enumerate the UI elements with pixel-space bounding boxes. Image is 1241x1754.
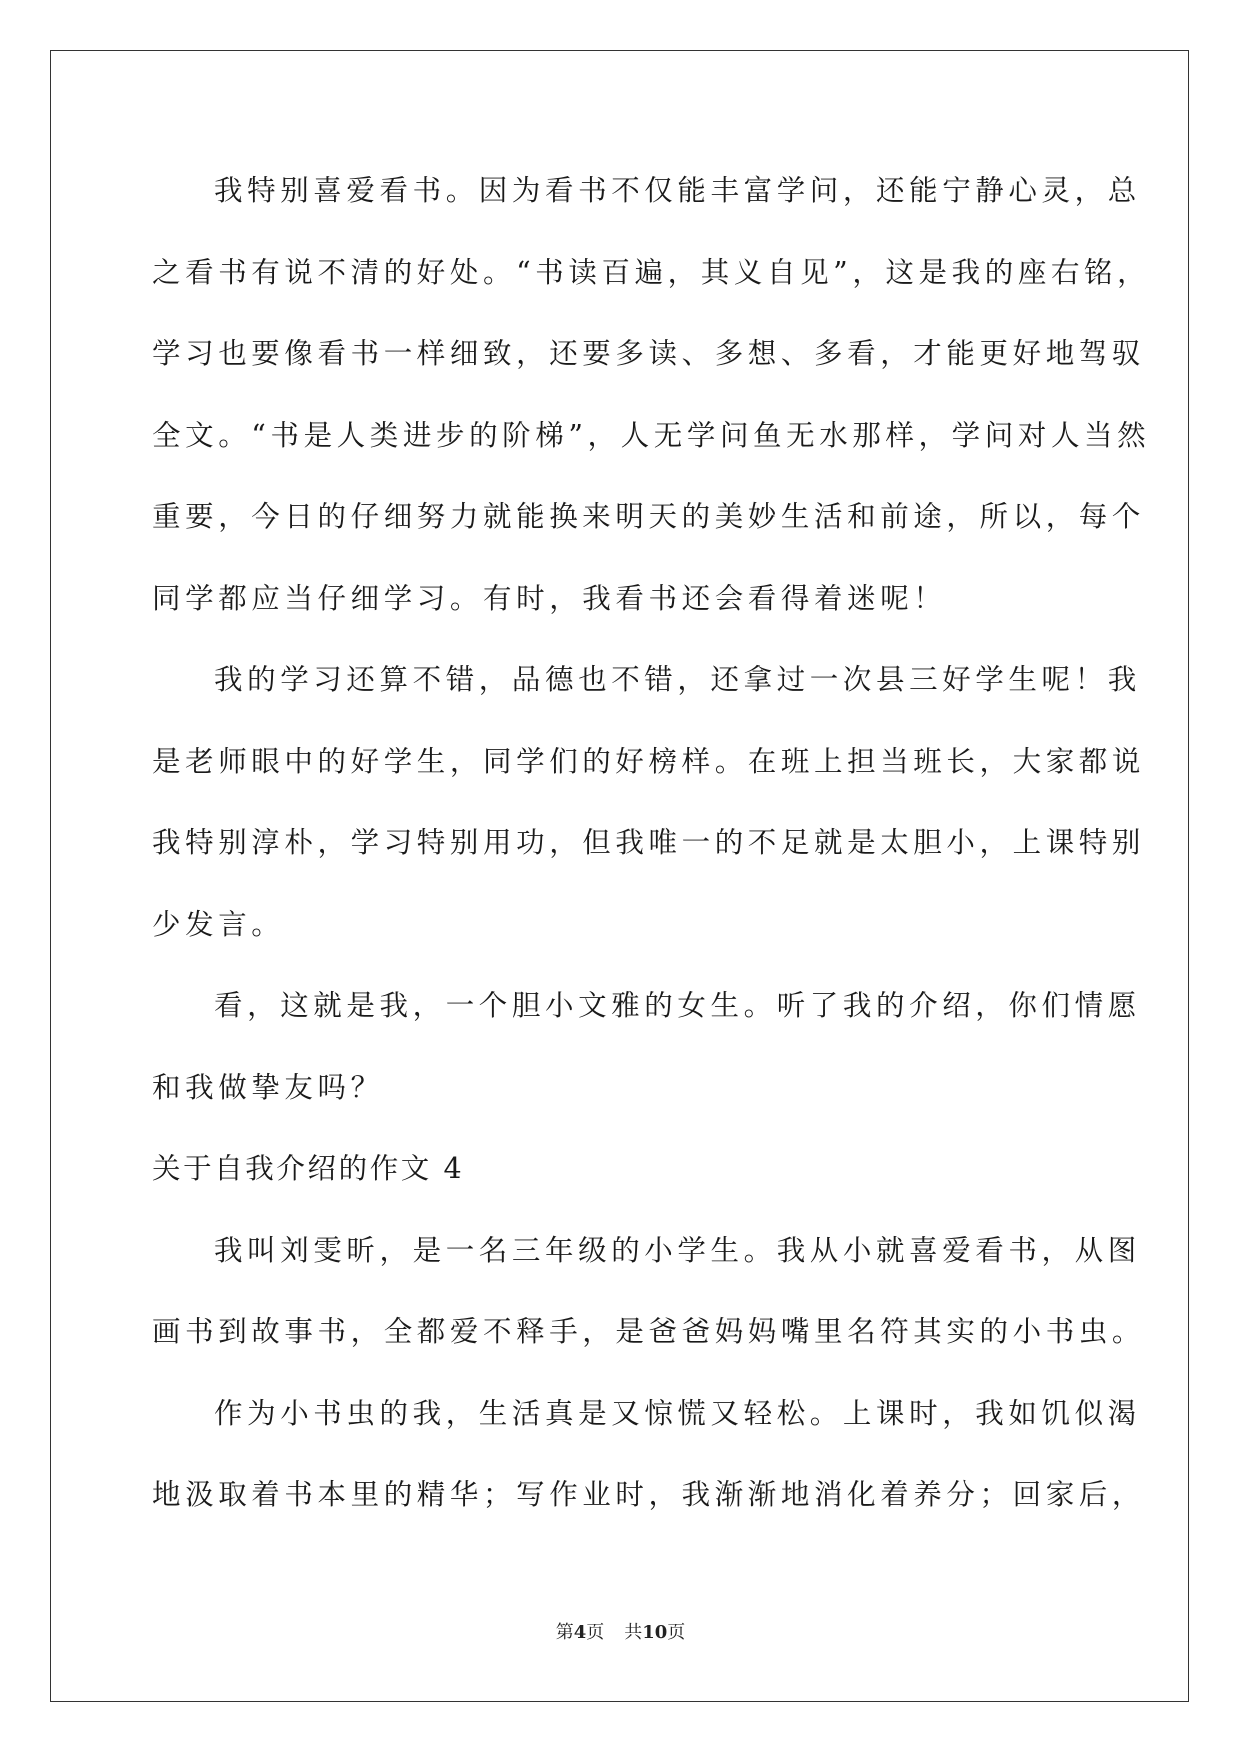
paragraph-line: 和我做挚友吗？ <box>152 1070 384 1104</box>
paragraph-line: 我特别淳朴，学习特别用功，但我唯一的不足就是太胆小，上课特别 <box>152 826 1146 859</box>
paragraph-line: 学习也要像看书一样细致，还要多读、多想、多看，才能更好地驾驭 <box>152 337 1146 370</box>
page-suffix: 页 <box>586 1622 605 1643</box>
paragraph-line: 我特别喜爱看书。因为看书不仅能丰富学问，还能宁静心灵，总 <box>214 174 1141 207</box>
paragraph-line: 同学都应当仔细学习。有时，我看书还会看得着迷呢！ <box>152 581 947 615</box>
total-pages: 10 <box>642 1622 668 1643</box>
paragraph-line: 地汲取着书本里的精华；写作业时，我渐渐地消化着养分；回家后， <box>152 1478 1146 1511</box>
paragraph-line: 我叫刘雯昕，是一名三年级的小学生。我从小就喜爱看书，从图 <box>214 1233 1141 1267</box>
paragraph-line: 作为小书虫的我，生活真是又惊慌又轻松。上课时，我如饥似渴 <box>214 1396 1141 1430</box>
paragraph-line: 是老师眼中的好学生，同学们的好榜样。在班上担当班长，大家都说 <box>152 744 1146 778</box>
paragraph-line: 画书到故事书，全都爱不释手，是爸爸妈妈嘴里名符其实的小书虫。 <box>152 1315 1146 1348</box>
total-prefix: 共 <box>624 1622 643 1643</box>
total-suffix: 页 <box>667 1622 686 1643</box>
document-body <box>152 163 1151 1549</box>
page-number: 4 <box>573 1622 587 1643</box>
page-prefix: 第 <box>555 1622 574 1643</box>
paragraph-line: 全文。“书是人类进步的阶梯”，人无学问鱼无水那样，学问对人当然 <box>152 418 1151 452</box>
paragraph-line: 我的学习还算不错，品德也不错，还拿过一次县三好学生呢！我 <box>214 663 1141 696</box>
section-heading: 关于自我介绍的作文 4 <box>152 1152 465 1185</box>
paragraph-line: 之看书有说不清的好处。“书读百遍，其义自见”，这是我的座右铭， <box>152 255 1151 289</box>
paragraph-line: 重要，今日的仔细努力就能换来明天的美妙生活和前途，所以，每个 <box>152 500 1146 533</box>
paragraph-line: 少发言。 <box>152 907 285 941</box>
paragraph-line: 看，这就是我，一个胆小文雅的女生。听了我的介绍，你们情愿 <box>214 989 1141 1022</box>
page-footer <box>0 1618 1241 1644</box>
